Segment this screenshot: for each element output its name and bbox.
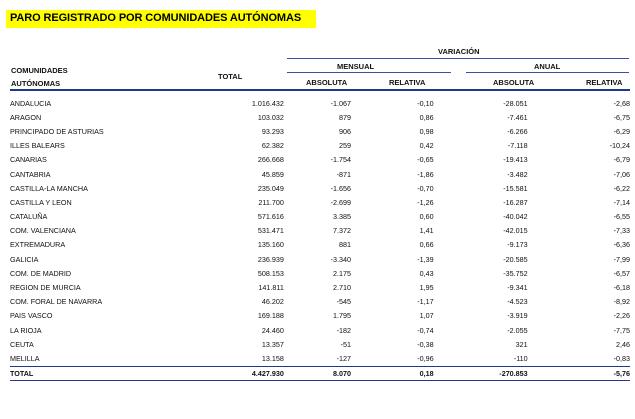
header-total: TOTAL [218, 72, 243, 81]
row-anual-absoluta: -6.266 [507, 126, 528, 136]
row-name: MELILLA [10, 353, 40, 363]
row-name: ANDALUCIA [10, 98, 52, 108]
row-mensual-relativa: -0,65 [417, 155, 434, 165]
row-anual-relativa: -6,57 [613, 268, 630, 278]
row-anual-relativa: -8,92 [613, 297, 630, 307]
row-mensual-absoluta: 3.385 [332, 212, 351, 222]
header-anual-absoluta: ABSOLUTA [493, 78, 535, 87]
row-total: 13.158 [261, 353, 284, 363]
row-mensual-absoluta: -545 [336, 297, 351, 307]
row-anual-absoluta: -270.853 [434, 366, 528, 380]
table-row [10, 110, 630, 124]
row-anual-absoluta: -28.051 [503, 98, 528, 108]
row-name: TOTAL [10, 366, 196, 380]
row-anual-absoluta: -7.461 [507, 112, 528, 122]
row-mensual-relativa: -0,10 [417, 98, 434, 108]
table-row [10, 210, 630, 224]
row-anual-absoluta: -9.173 [507, 240, 528, 250]
row-anual-absoluta: -15.581 [503, 183, 528, 193]
row-anual-absoluta: -19.413 [503, 155, 528, 165]
row-anual-relativa: -5,76 [528, 366, 630, 380]
row-mensual-absoluta: 259 [338, 141, 351, 151]
row-mensual-relativa: 1,07 [419, 311, 434, 321]
row-total: 24.460 [261, 325, 284, 335]
data-table [10, 96, 630, 381]
row-mensual-relativa: 0,60 [419, 212, 434, 222]
row-mensual-absoluta: -1.656 [330, 183, 351, 193]
table-row [10, 337, 630, 351]
row-mensual-absoluta: 1.795 [332, 311, 351, 321]
row-mensual-relativa: 1,95 [419, 283, 434, 293]
row-mensual-absoluta: -2.699 [330, 197, 351, 207]
row-mensual-absoluta: 7.372 [332, 226, 351, 236]
row-anual-absoluta: -3.919 [507, 311, 528, 321]
table-row [10, 295, 630, 309]
page-title: PARO REGISTRADO POR COMUNIDADES AUTÓNOMAS [10, 12, 302, 24]
row-mensual-relativa: -1,17 [417, 297, 434, 307]
row-anual-relativa: -2,68 [613, 98, 630, 108]
row-mensual-relativa: -0,38 [417, 339, 434, 349]
row-total: 62.382 [261, 141, 284, 151]
row-anual-relativa: -7,06 [613, 169, 630, 179]
row-name: CEUTA [10, 339, 34, 349]
row-anual-relativa: -0,83 [613, 353, 630, 363]
row-mensual-relativa: -1,26 [417, 197, 434, 207]
row-total: 531.471 [257, 226, 284, 236]
row-anual-absoluta: -3.482 [507, 169, 528, 179]
row-mensual-relativa: -0,96 [417, 353, 434, 363]
row-anual-relativa: -7,33 [613, 226, 630, 236]
row-name: CATALUÑA [10, 212, 48, 222]
row-mensual-relativa: 0,18 [351, 366, 434, 380]
row-total: 135.160 [257, 240, 284, 250]
row-mensual-absoluta: 881 [338, 240, 351, 250]
row-anual-relativa: -6,29 [613, 126, 630, 136]
row-anual-relativa: -6,55 [613, 212, 630, 222]
row-name: COM. FORAL DE NAVARRA [10, 297, 103, 307]
row-total: 13.357 [261, 339, 284, 349]
table-row [10, 139, 630, 153]
row-name: ARAGON [10, 112, 42, 122]
row-mensual-absoluta: 906 [338, 126, 351, 136]
row-anual-absoluta: -16.287 [503, 197, 528, 207]
row-total: 141.811 [258, 283, 284, 293]
row-mensual-absoluta: -3.340 [330, 254, 351, 264]
table-row [10, 224, 630, 238]
table-total-row [10, 366, 630, 380]
row-anual-absoluta: 321 [515, 339, 528, 349]
row-anual-relativa: -7,75 [613, 325, 630, 335]
row-mensual-absoluta: 8.070 [284, 366, 351, 380]
row-anual-absoluta: -42.015 [503, 226, 528, 236]
row-anual-absoluta: -20.585 [503, 254, 528, 264]
table-row [10, 238, 630, 252]
table-row [10, 252, 630, 266]
table-row [10, 167, 630, 181]
header-rule-variacion [287, 58, 629, 59]
row-mensual-relativa: 1,41 [419, 226, 434, 236]
row-total: 235.049 [257, 183, 284, 193]
row-mensual-relativa: 0,43 [419, 268, 434, 278]
row-mensual-absoluta: -871 [336, 169, 351, 179]
row-anual-relativa: -2,26 [613, 311, 630, 321]
row-anual-relativa: -6,18 [613, 283, 630, 293]
row-anual-absoluta: -2.055 [507, 325, 528, 335]
title-bar [6, 10, 316, 28]
row-name: PRINCIPADO DE ASTURIAS [10, 126, 104, 136]
table-row [10, 351, 630, 366]
row-anual-relativa: 2,46 [616, 339, 630, 349]
row-name: COM. VALENCIANA [10, 226, 76, 236]
header-rule-anual [466, 72, 629, 73]
header-bottom-rule [10, 89, 630, 91]
table-row [10, 309, 630, 323]
row-total: 45.859 [261, 169, 284, 179]
row-mensual-absoluta: -51 [340, 339, 351, 349]
row-total: 1.016.432 [251, 98, 284, 108]
table-row [10, 195, 630, 209]
row-mensual-absoluta: -1.067 [330, 98, 351, 108]
table-row [10, 181, 630, 195]
row-anual-absoluta: -7.118 [507, 141, 528, 151]
header-variacion: VARIACIÓN [438, 47, 480, 56]
row-total: 571.616 [257, 212, 284, 222]
row-anual-absoluta: -4.523 [507, 297, 528, 307]
header-mensual-relativa: RELATIVA [389, 78, 426, 87]
table-row [10, 280, 630, 294]
row-name: COM. DE MADRID [10, 268, 72, 278]
row-anual-relativa: -10,24 [609, 141, 630, 151]
row-anual-relativa: -6,22 [613, 183, 630, 193]
row-name: REGION DE MURCIA [10, 283, 81, 293]
row-anual-absoluta: -40.042 [503, 212, 528, 222]
row-name: GALICIA [10, 254, 39, 264]
row-mensual-relativa: -0,74 [417, 325, 434, 335]
row-total: 4.427.930 [196, 366, 284, 380]
row-mensual-absoluta: 2.175 [332, 268, 351, 278]
row-total: 211.700 [258, 197, 284, 207]
row-anual-relativa: -6,75 [613, 112, 630, 122]
row-mensual-absoluta: -1.754 [330, 155, 351, 165]
row-mensual-relativa: 0,86 [419, 112, 434, 122]
table-row [10, 266, 630, 280]
row-mensual-relativa: 0,66 [419, 240, 434, 250]
row-mensual-absoluta: 879 [338, 112, 351, 122]
row-total: 266.668 [257, 155, 284, 165]
row-mensual-relativa: -1,39 [417, 254, 434, 264]
row-anual-absoluta: -9.341 [507, 283, 528, 293]
row-name: CASTILLA-LA MANCHA [10, 183, 88, 193]
row-anual-relativa: -7,14 [613, 197, 630, 207]
row-anual-absoluta: -110 [513, 353, 528, 363]
row-total: 236.939 [257, 254, 284, 264]
table-row [10, 124, 630, 138]
header-mensual-absoluta: ABSOLUTA [306, 78, 348, 87]
table-row [10, 96, 630, 110]
header-anual-relativa: RELATIVA [586, 78, 623, 87]
row-name: CANARIAS [10, 155, 47, 165]
row-name: CANTABRIA [10, 169, 51, 179]
row-name: LA RIOJA [10, 325, 42, 335]
row-name: CASTILLA Y LEON [10, 197, 72, 207]
header-autonomas: AUTÓNOMAS [11, 79, 61, 88]
row-total: 103.032 [257, 112, 284, 122]
row-mensual-absoluta: -182 [336, 325, 351, 335]
row-mensual-relativa: -1,86 [417, 169, 434, 179]
row-total: 508.153 [257, 268, 284, 278]
table-row [10, 153, 630, 167]
row-mensual-absoluta: -127 [336, 353, 351, 363]
header-anual: ANUAL [534, 62, 561, 71]
row-anual-relativa: -7,99 [613, 254, 630, 264]
row-mensual-relativa: -0,70 [417, 183, 434, 193]
row-mensual-relativa: 0,98 [419, 126, 434, 136]
row-name: EXTREMADURA [10, 240, 66, 250]
row-anual-relativa: -6,79 [613, 155, 630, 165]
table-row [10, 323, 630, 337]
header-rule-mensual [287, 72, 451, 73]
row-total: 93.293 [261, 126, 284, 136]
header-comunidades: COMUNIDADES [11, 66, 68, 75]
row-name: PAIS VASCO [10, 311, 53, 321]
row-anual-absoluta: -35.752 [503, 268, 528, 278]
row-total: 169.188 [257, 311, 284, 321]
header-mensual: MENSUAL [337, 62, 375, 71]
row-total: 46.202 [261, 297, 284, 307]
row-mensual-relativa: 0,42 [419, 141, 434, 151]
row-name: ILLES BALEARS [10, 141, 65, 151]
row-anual-relativa: -6,36 [613, 240, 630, 250]
row-mensual-absoluta: 2.710 [332, 283, 351, 293]
